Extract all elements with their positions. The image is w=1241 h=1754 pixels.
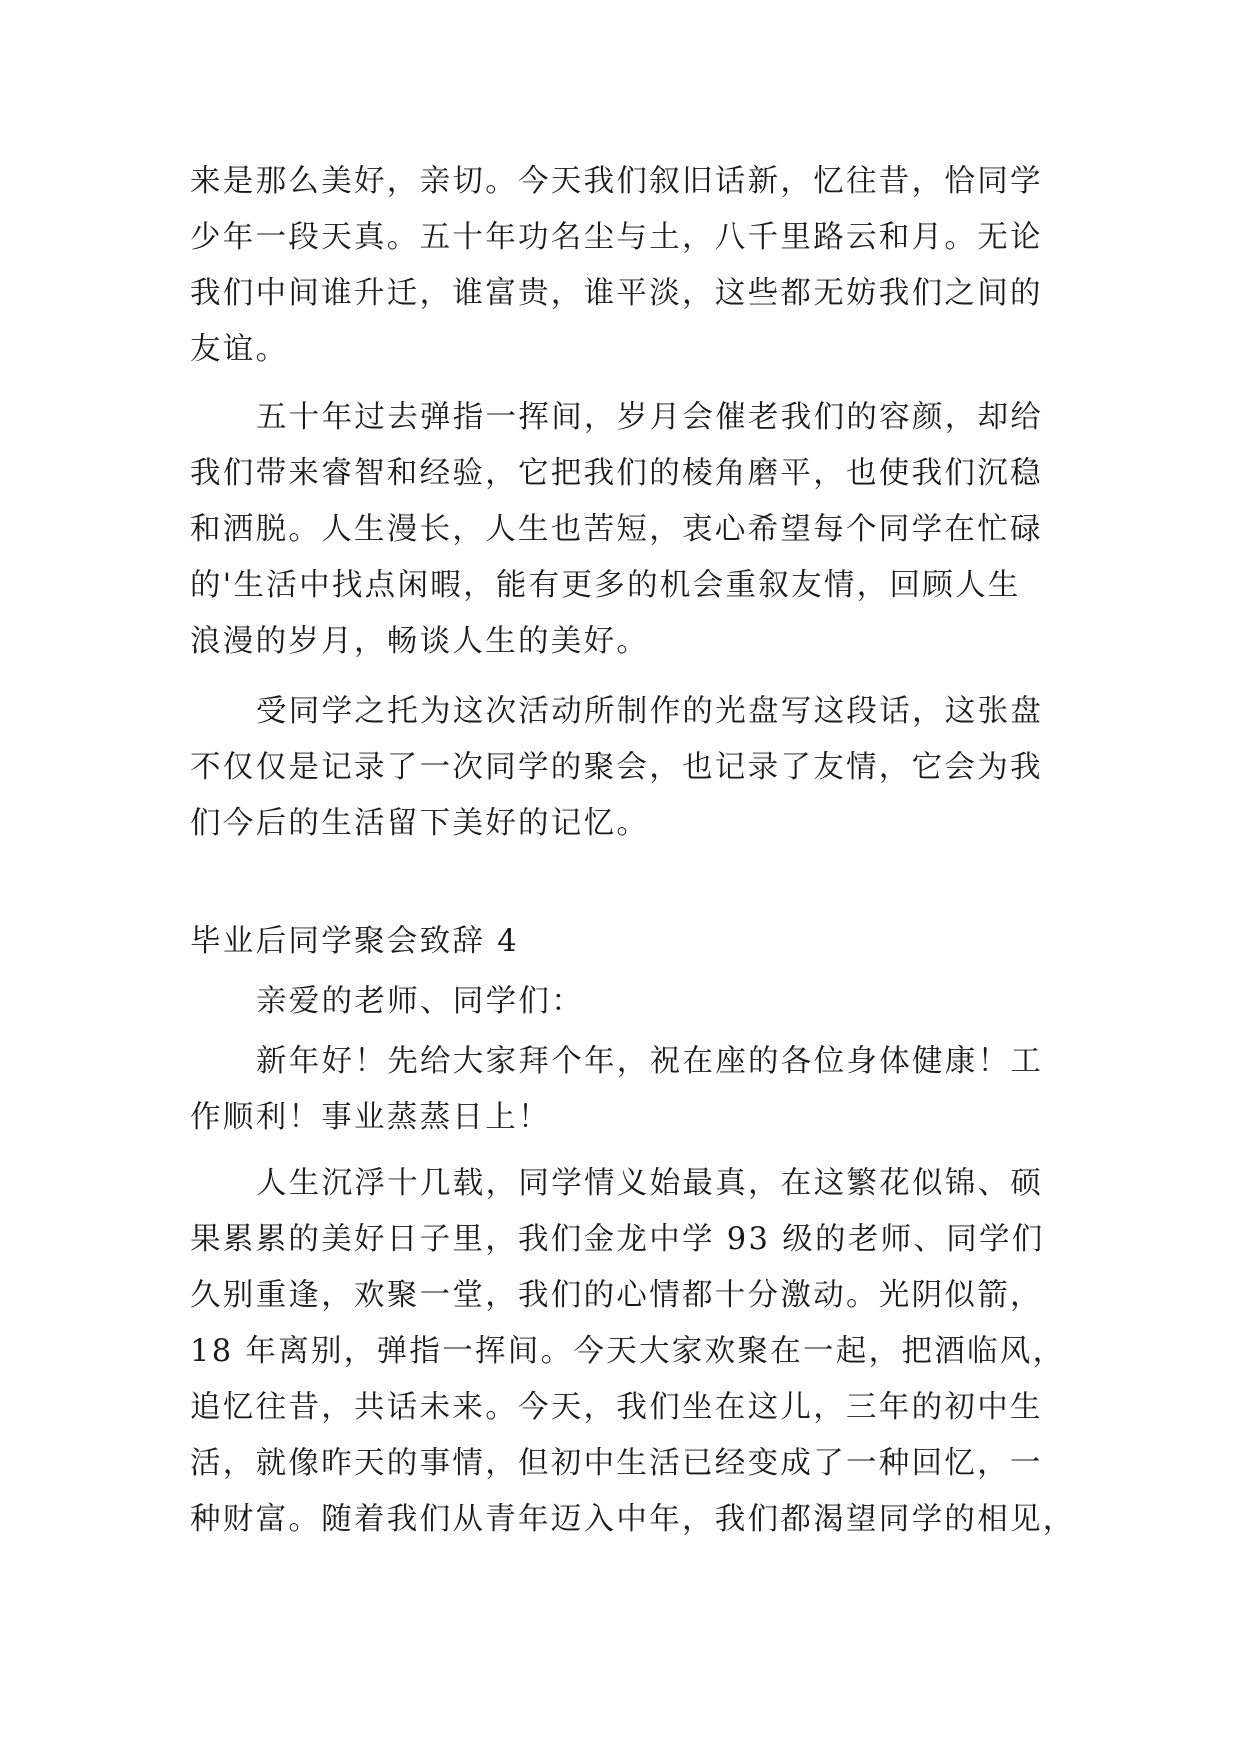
paragraph-line: 我们中间谁升迁，谁富贵，谁平淡，这些都无妨我们之间的 — [190, 276, 1043, 311]
paragraph-line: 受同学之托为这次活动所制作的光盘写这段话，这张盘 — [256, 694, 1044, 729]
paragraph-line: 种财富。随着我们从青年迈入中年，我们都渴望同学的相见， — [190, 1502, 1076, 1537]
paragraph-line: 不仅仅是记录了一次同学的聚会，也记录了友情，它会为我 — [190, 750, 1043, 785]
paragraph-line: 浪漫的岁月，畅谈人生的美好。 — [190, 624, 650, 659]
paragraph-line: 追忆往昔，共话未来。今天，我们坐在这儿，三年的初中生 — [190, 1390, 1043, 1425]
paragraph-line: 友谊。 — [190, 332, 289, 367]
paragraph-line: 18 年离别，弹指一挥间。今天大家欢聚在一起，把酒临风， — [190, 1334, 1066, 1369]
paragraph-line: 我们带来睿智和经验，它把我们的棱角磨平，也使我们沉稳 — [190, 456, 1043, 491]
paragraph-line: 五十年过去弹指一挥间，岁月会催老我们的容颜，却给 — [256, 400, 1044, 435]
paragraph-line: 少年一段天真。五十年功名尘与土，八千里路云和月。无论 — [190, 220, 1043, 255]
paragraph-line: 的'生活中找点闲暇，能有更多的机会重叙友情，回顾人生 — [190, 568, 1021, 603]
salutation-line: 亲爱的老师、同学们： — [256, 984, 584, 1019]
paragraph-line: 人生沉浮十几载，同学情义始最真，在这繁花似锦、硕 — [256, 1166, 1044, 1201]
paragraph-line: 来是那么美好，亲切。今天我们叙旧话新，忆往昔，恰同学 — [190, 164, 1043, 199]
paragraph-line: 新年好！先给大家拜个年，祝在座的各位身体健康！工 — [256, 1044, 1044, 1079]
paragraph-line: 们今后的生活留下美好的记忆。 — [190, 806, 650, 841]
section-heading: 毕业后同学聚会致辞 4 — [190, 924, 519, 959]
paragraph-line: 活，就像昨天的事情，但初中生活已经变成了一种回忆，一 — [190, 1446, 1043, 1481]
paragraph-line: 作顺利！事业蒸蒸日上！ — [190, 1100, 551, 1135]
paragraph-line: 和洒脱。人生漫长，人生也苦短，衷心希望每个同学在忙碌 — [190, 512, 1043, 547]
paragraph-line: 果累累的美好日子里，我们金龙中学 93 级的老师、同学们 — [190, 1222, 1045, 1257]
paragraph-line: 久别重逢，欢聚一堂，我们的心情都十分激动。光阴似箭， — [190, 1278, 1043, 1313]
